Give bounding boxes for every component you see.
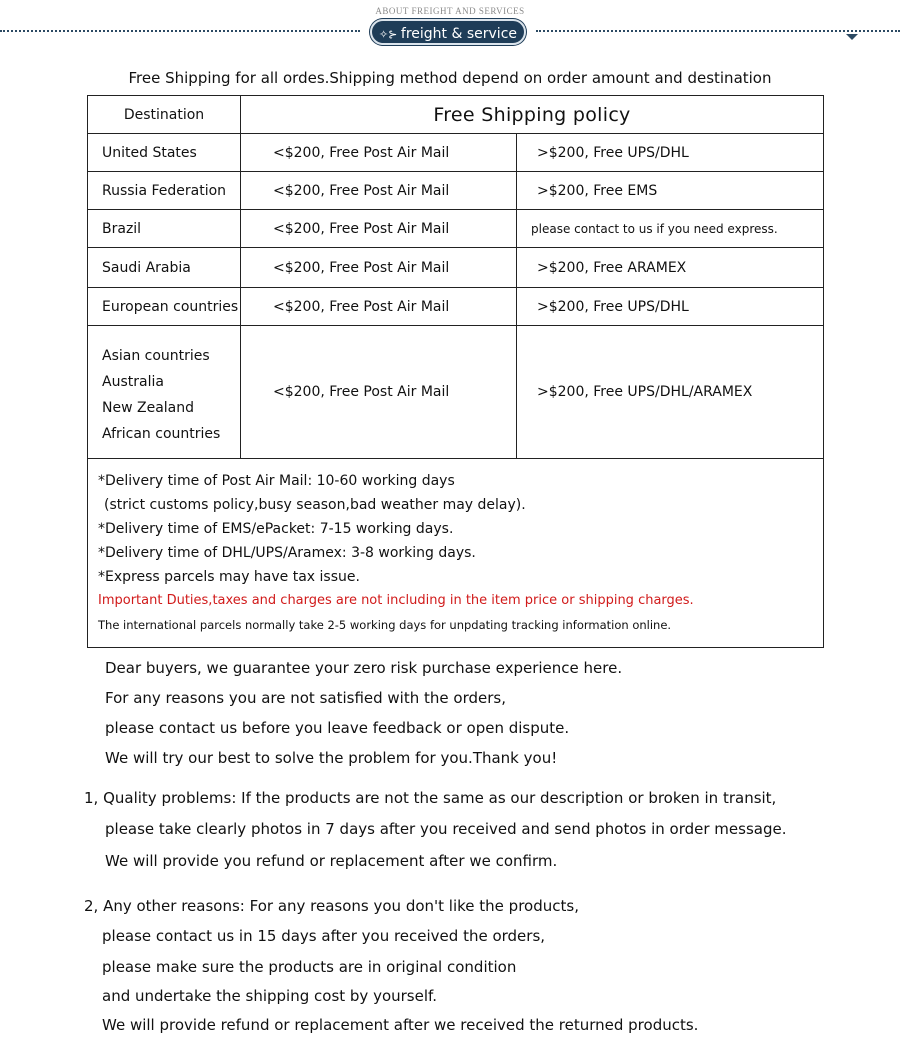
header-divider-left [0, 30, 360, 32]
shipping-policy-table [87, 95, 824, 648]
other-reasons-line: We will provide refund or replacement after we received the returned products. [102, 1016, 699, 1034]
badge-label: freight & service [400, 26, 518, 42]
intro-line: please contact us before you leave feedback or open dispute. [105, 719, 570, 737]
intro-line: For any reasons you are not satisfied with the orders, [105, 689, 506, 707]
over-200-cell: >$200, Free UPS/DHL/ARAMEX [517, 326, 824, 459]
note-line: *Express parcels may have tax issue. [98, 569, 360, 585]
over-200-cell: >$200, Free ARAMEX [517, 248, 824, 288]
other-reasons-line: please contact us in 15 days after you received the orders, [102, 927, 546, 945]
page-headline: Free Shipping for all ordes.Shipping method depend on order amount and destination [128, 69, 772, 87]
note-line: (strict customs policy,busy season,bad weather may delay). [104, 497, 526, 513]
ornament-left-icon: ✧⊱ [378, 28, 401, 41]
destination-item: African countries [102, 426, 221, 442]
table-row [88, 248, 824, 288]
note-line: *Delivery time of Post Air Mail: 10-60 working days [98, 473, 455, 489]
table-row [88, 172, 824, 210]
destination-item: Australia [102, 374, 164, 390]
table-row [88, 288, 824, 326]
table-row [88, 210, 824, 248]
ornament-right-icon: ⊰✧ [438, 55, 458, 68]
column-header-destination: Destination [88, 96, 241, 134]
delivery-notes-cell [88, 459, 824, 648]
destination-group-cell [88, 326, 241, 459]
delivery-notes-row [88, 459, 824, 648]
header-divider-right [536, 30, 900, 32]
destination-cell: United States [88, 134, 241, 172]
over-200-cell: >$200, Free UPS/DHL [517, 134, 824, 172]
under-200-cell: <$200, Free Post Air Mail [241, 248, 517, 288]
under-200-cell: <$200, Free Post Air Mail [241, 326, 517, 459]
under-200-cell: <$200, Free Post Air Mail [241, 210, 517, 248]
quality-problems-heading: 1, Quality problems: If the products are not the same as our description or broken in transit, [84, 789, 777, 807]
over-200-cell: please contact to us if you need express. [517, 210, 824, 248]
under-200-cell: <$200, Free Post Air Mail [241, 134, 517, 172]
destination-cell: Russia Federation [88, 172, 241, 210]
intro-line: Dear buyers, we guarantee your zero risk purchase experience here. [105, 659, 623, 677]
destination-item: New Zealand [102, 400, 194, 416]
other-reasons-line: please make sure the products are in original condition [102, 958, 517, 976]
freight-service-badge [370, 19, 526, 68]
quality-problems-line: We will provide you refund or replacement after we confirm. [105, 852, 558, 870]
note-line: *Delivery time of EMS/ePacket: 7-15 working days. [98, 521, 454, 537]
tracking-notice: The international parcels normally take 2-5 working days for unpdating tracking information online. [98, 618, 672, 632]
table-row [88, 134, 824, 172]
other-reasons-heading: 2, Any other reasons: For any reasons you don't like the products, [84, 897, 579, 915]
header-arrow-icon [846, 34, 858, 40]
column-header-policy: Free Shipping policy [241, 96, 824, 134]
header-subtitle: ABOUT FREIGHT AND SERVICES [375, 6, 525, 16]
important-notice: Important Duties,taxes and charges are not including in the item price or shipping charges. [98, 593, 694, 608]
destination-cell: Saudi Arabia [88, 248, 241, 288]
table-header-row [88, 96, 824, 134]
under-200-cell: <$200, Free Post Air Mail [241, 288, 517, 326]
under-200-cell: <$200, Free Post Air Mail [241, 172, 517, 210]
destination-item: Asian countries [102, 348, 210, 364]
intro-line: We will try our best to solve the problem for you.Thank you! [105, 749, 558, 767]
destination-cell: Brazil [88, 210, 241, 248]
over-200-cell: >$200, Free EMS [517, 172, 824, 210]
table-row-group [88, 326, 824, 459]
destination-cell: European countries [88, 288, 241, 326]
over-200-cell: >$200, Free UPS/DHL [517, 288, 824, 326]
quality-problems-line: please take clearly photos in 7 days after you received and send photos in order message. [105, 820, 787, 838]
other-reasons-line: and undertake the shipping cost by yourself. [102, 987, 437, 1005]
note-line: *Delivery time of DHL/UPS/Aramex: 3-8 working days. [98, 545, 476, 561]
